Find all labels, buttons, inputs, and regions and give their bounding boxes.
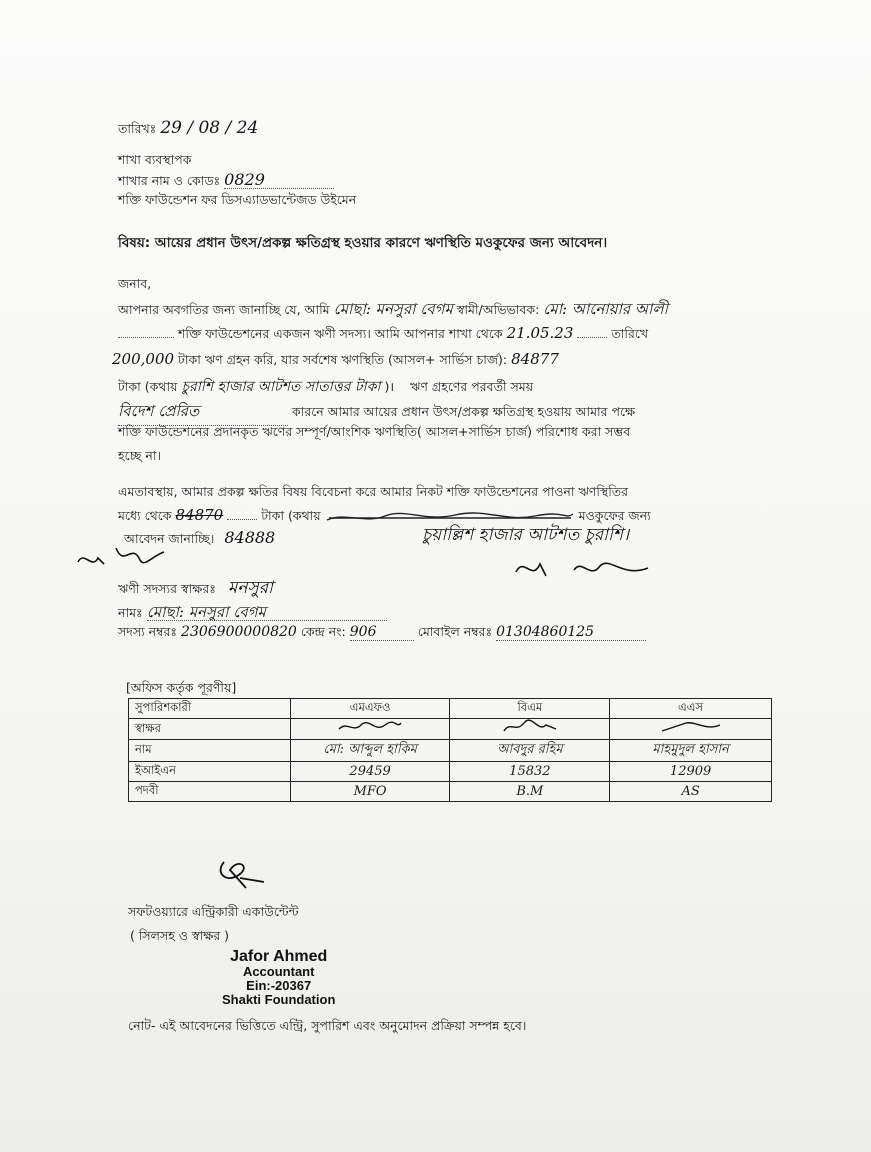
office-table — [128, 698, 772, 802]
para1-text: তারিখে — [611, 326, 649, 341]
member-signature-line — [118, 580, 273, 597]
para1-line6: শক্তি ফাউন্ডেশনের প্রদানকৃত ঋণের সম্পূর্ণ/আংশিক ঋণস্থিতি( আসল+সার্ভিস চার্জ) পরিশোধ করা সম্ভব — [118, 424, 631, 439]
table-header-cell: সুপারিশকারী — [129, 699, 291, 719]
mobile-label: মোবাইল নম্বরঃ — [417, 624, 493, 639]
reason-handwritten: বিদেশ প্রেরিত — [118, 400, 288, 426]
para1-text: শক্তি ফাউন্ডেশনের একজন ঋণী সদস্য। আমি আপনার শাখা থেকে — [177, 326, 503, 341]
stamp-name: Jafor Ahmed — [230, 948, 328, 965]
table-cell: মো: আব্দুল হাকিম — [290, 740, 450, 762]
accountant-signature-icon — [210, 852, 270, 896]
blank-dots — [118, 337, 174, 338]
signature-scribble-icon — [72, 540, 182, 580]
office-heading: [অফিস কর্তৃক পূরণীয়] — [126, 680, 237, 695]
date-line — [118, 120, 258, 137]
para1-text: টাকা (কথায় — [118, 379, 178, 394]
para1-text: ঋণ গ্রহণের পরবর্তী সময় — [410, 379, 534, 394]
loan-amount-handwritten: 200,000 — [112, 350, 175, 368]
para2-text: মধ্যে থেকে — [118, 508, 172, 523]
table-row — [129, 719, 772, 740]
table-header-cell: বিএম — [450, 699, 610, 719]
accountant-seal-note: ( সিলসহ ও স্বাক্ষর ) — [130, 928, 230, 943]
center-number-handwritten: 906 — [350, 624, 414, 641]
table-cell: MFO — [290, 782, 450, 802]
signature-scribble-icon — [500, 719, 560, 735]
para2-text: আবেদন জানাচ্ছি। — [124, 531, 215, 546]
date-label: তারিখঃ — [118, 121, 157, 136]
signature-scribble-icon — [335, 719, 405, 735]
amount-words-handwritten: চুয়াল্লিশ হাজার আটশত চুরাশি। — [422, 525, 630, 545]
recipient-line: শাখা ব্যবস্থাপক — [118, 152, 192, 167]
member-name-handwritten: মোছা: মনসুরা বেগম — [333, 300, 453, 318]
para1-line3 — [112, 350, 559, 372]
row-label: পদবী — [129, 782, 291, 802]
table-header-row — [129, 699, 772, 719]
para1-text: কারনে আমার আয়ের প্রধান উৎস/প্রকল্প ক্ষতিগ্রস্থ হওয়ায় আমার পক্ষে — [291, 404, 636, 419]
table-row — [129, 762, 772, 782]
footer-note: নোট- এই আবেদনের ভিত্তিতে এন্ট্রি, সুপারিশ এবং অনুমোদন প্রক্রিয়া সম্পন্ন হবে। — [128, 1018, 527, 1033]
date-value: 29 / 08 / 24 — [160, 118, 259, 138]
salutation: জনাব, — [118, 276, 152, 291]
branch-code: 0829 — [224, 172, 334, 189]
para1-text: টাকা ঋণ গ্রহন করি, যার সর্বশেষ ঋণস্থিতি (আসল+ সার্ভিস চার্জ): — [178, 352, 508, 367]
accountant-stamp — [222, 948, 335, 1007]
para2-text: টাকা (কথায় — [261, 508, 321, 523]
stamp-ein: Ein:-20367 — [246, 978, 312, 993]
table-row — [129, 782, 772, 802]
para1-line5 — [118, 400, 635, 426]
member-number-line — [118, 624, 646, 641]
signature-scribble-icon — [656, 719, 726, 735]
subject-line: বিষয়: আয়ের প্রধান উৎস/প্রকল্প ক্ষতিগ্রস্থ হওয়ার কারণে ঋণস্থিতি মওকুফের জন্য আবেদন। — [118, 235, 608, 251]
stamp-org: Shakti Foundation — [222, 992, 336, 1007]
member-number-label: সদস্য নম্বরঃ — [118, 624, 178, 639]
table-cell: আবদুর রহিম — [450, 740, 610, 762]
member-signature-handwritten: মনসুরা — [227, 578, 273, 598]
member-number-handwritten: 2306900000820 — [181, 624, 297, 640]
para1-line7: হচ্ছে না। — [118, 448, 161, 463]
stamp-title: Accountant — [242, 964, 315, 979]
table-cell: AS — [610, 782, 772, 802]
blank-dots — [577, 337, 607, 338]
signature-cell — [290, 719, 450, 740]
blank-dots — [227, 519, 257, 520]
signature-cell — [610, 719, 772, 740]
signature-cell — [450, 719, 610, 740]
branch-line — [118, 172, 334, 189]
organization-line: শক্তি ফাউন্ডেশন ফর ডিসএ্যাডভান্টেজড উইমেন — [118, 192, 357, 207]
para1-text: )। — [384, 379, 395, 394]
center-label: কেন্দ্র নং: — [300, 624, 346, 639]
branch-label: শাখার নাম ও কোডঃ — [118, 173, 221, 188]
para1-line2 — [118, 324, 648, 346]
member-name-written: মোছা: মনসুরা বেগম — [147, 604, 387, 621]
waiver-amount-handwritten: 84870 — [175, 506, 224, 524]
balance-words-handwritten: চুরাশি হাজার আটশত সাতাত্তর টাকা — [181, 379, 381, 395]
table-header-cell: এমএফও — [290, 699, 450, 719]
para1-line4 — [118, 375, 533, 399]
para2-line1: এমতাবস্থায়, আমার প্রকল্প ক্ষতির বিষয় বিবেচনা করে আমার নিকট শক্তি ফাউন্ডেশনের পাওনা ঋণস্থিতির — [118, 484, 629, 499]
para1-text: আপনার অবগতির জন্য জানাচ্ছি যে, আমি — [118, 302, 330, 317]
signature-scribble-icon — [510, 552, 660, 588]
guardian-name-handwritten: মো: আনোয়ার আলী — [543, 300, 668, 318]
mobile-number-handwritten: 01304860125 — [496, 624, 646, 641]
para2-text: মওকুফের জন্য — [578, 508, 651, 523]
name-label: নামঃ — [118, 605, 143, 620]
table-header-cell: এএস — [610, 699, 772, 719]
loan-date-handwritten: 21.05.23 — [506, 324, 574, 342]
accountant-label: সফটওয়্যারে এন্ট্রিকারী একাউন্টেন্ট — [128, 904, 299, 919]
row-label: স্বাক্ষর — [129, 719, 291, 740]
table-cell: 29459 — [290, 762, 450, 782]
row-label: নাম — [129, 740, 291, 762]
table-cell: মাহমুদুল হাসান — [610, 740, 772, 762]
member-signature-label: ঋণী সদস্যর স্বাক্ষরঃ — [118, 581, 216, 596]
guardian-label: স্বামী/অভিভাবক: — [456, 302, 540, 317]
table-row — [129, 740, 772, 762]
table-cell: 15832 — [450, 762, 610, 782]
table-cell: 12909 — [610, 762, 772, 782]
table-cell: B.M — [450, 782, 610, 802]
balance-handwritten: 84877 — [511, 350, 559, 368]
row-label: ইআইএন — [129, 762, 291, 782]
amount2-handwritten: 84888 — [224, 528, 276, 547]
para1-line1 — [118, 298, 668, 323]
member-name-line — [118, 604, 387, 621]
